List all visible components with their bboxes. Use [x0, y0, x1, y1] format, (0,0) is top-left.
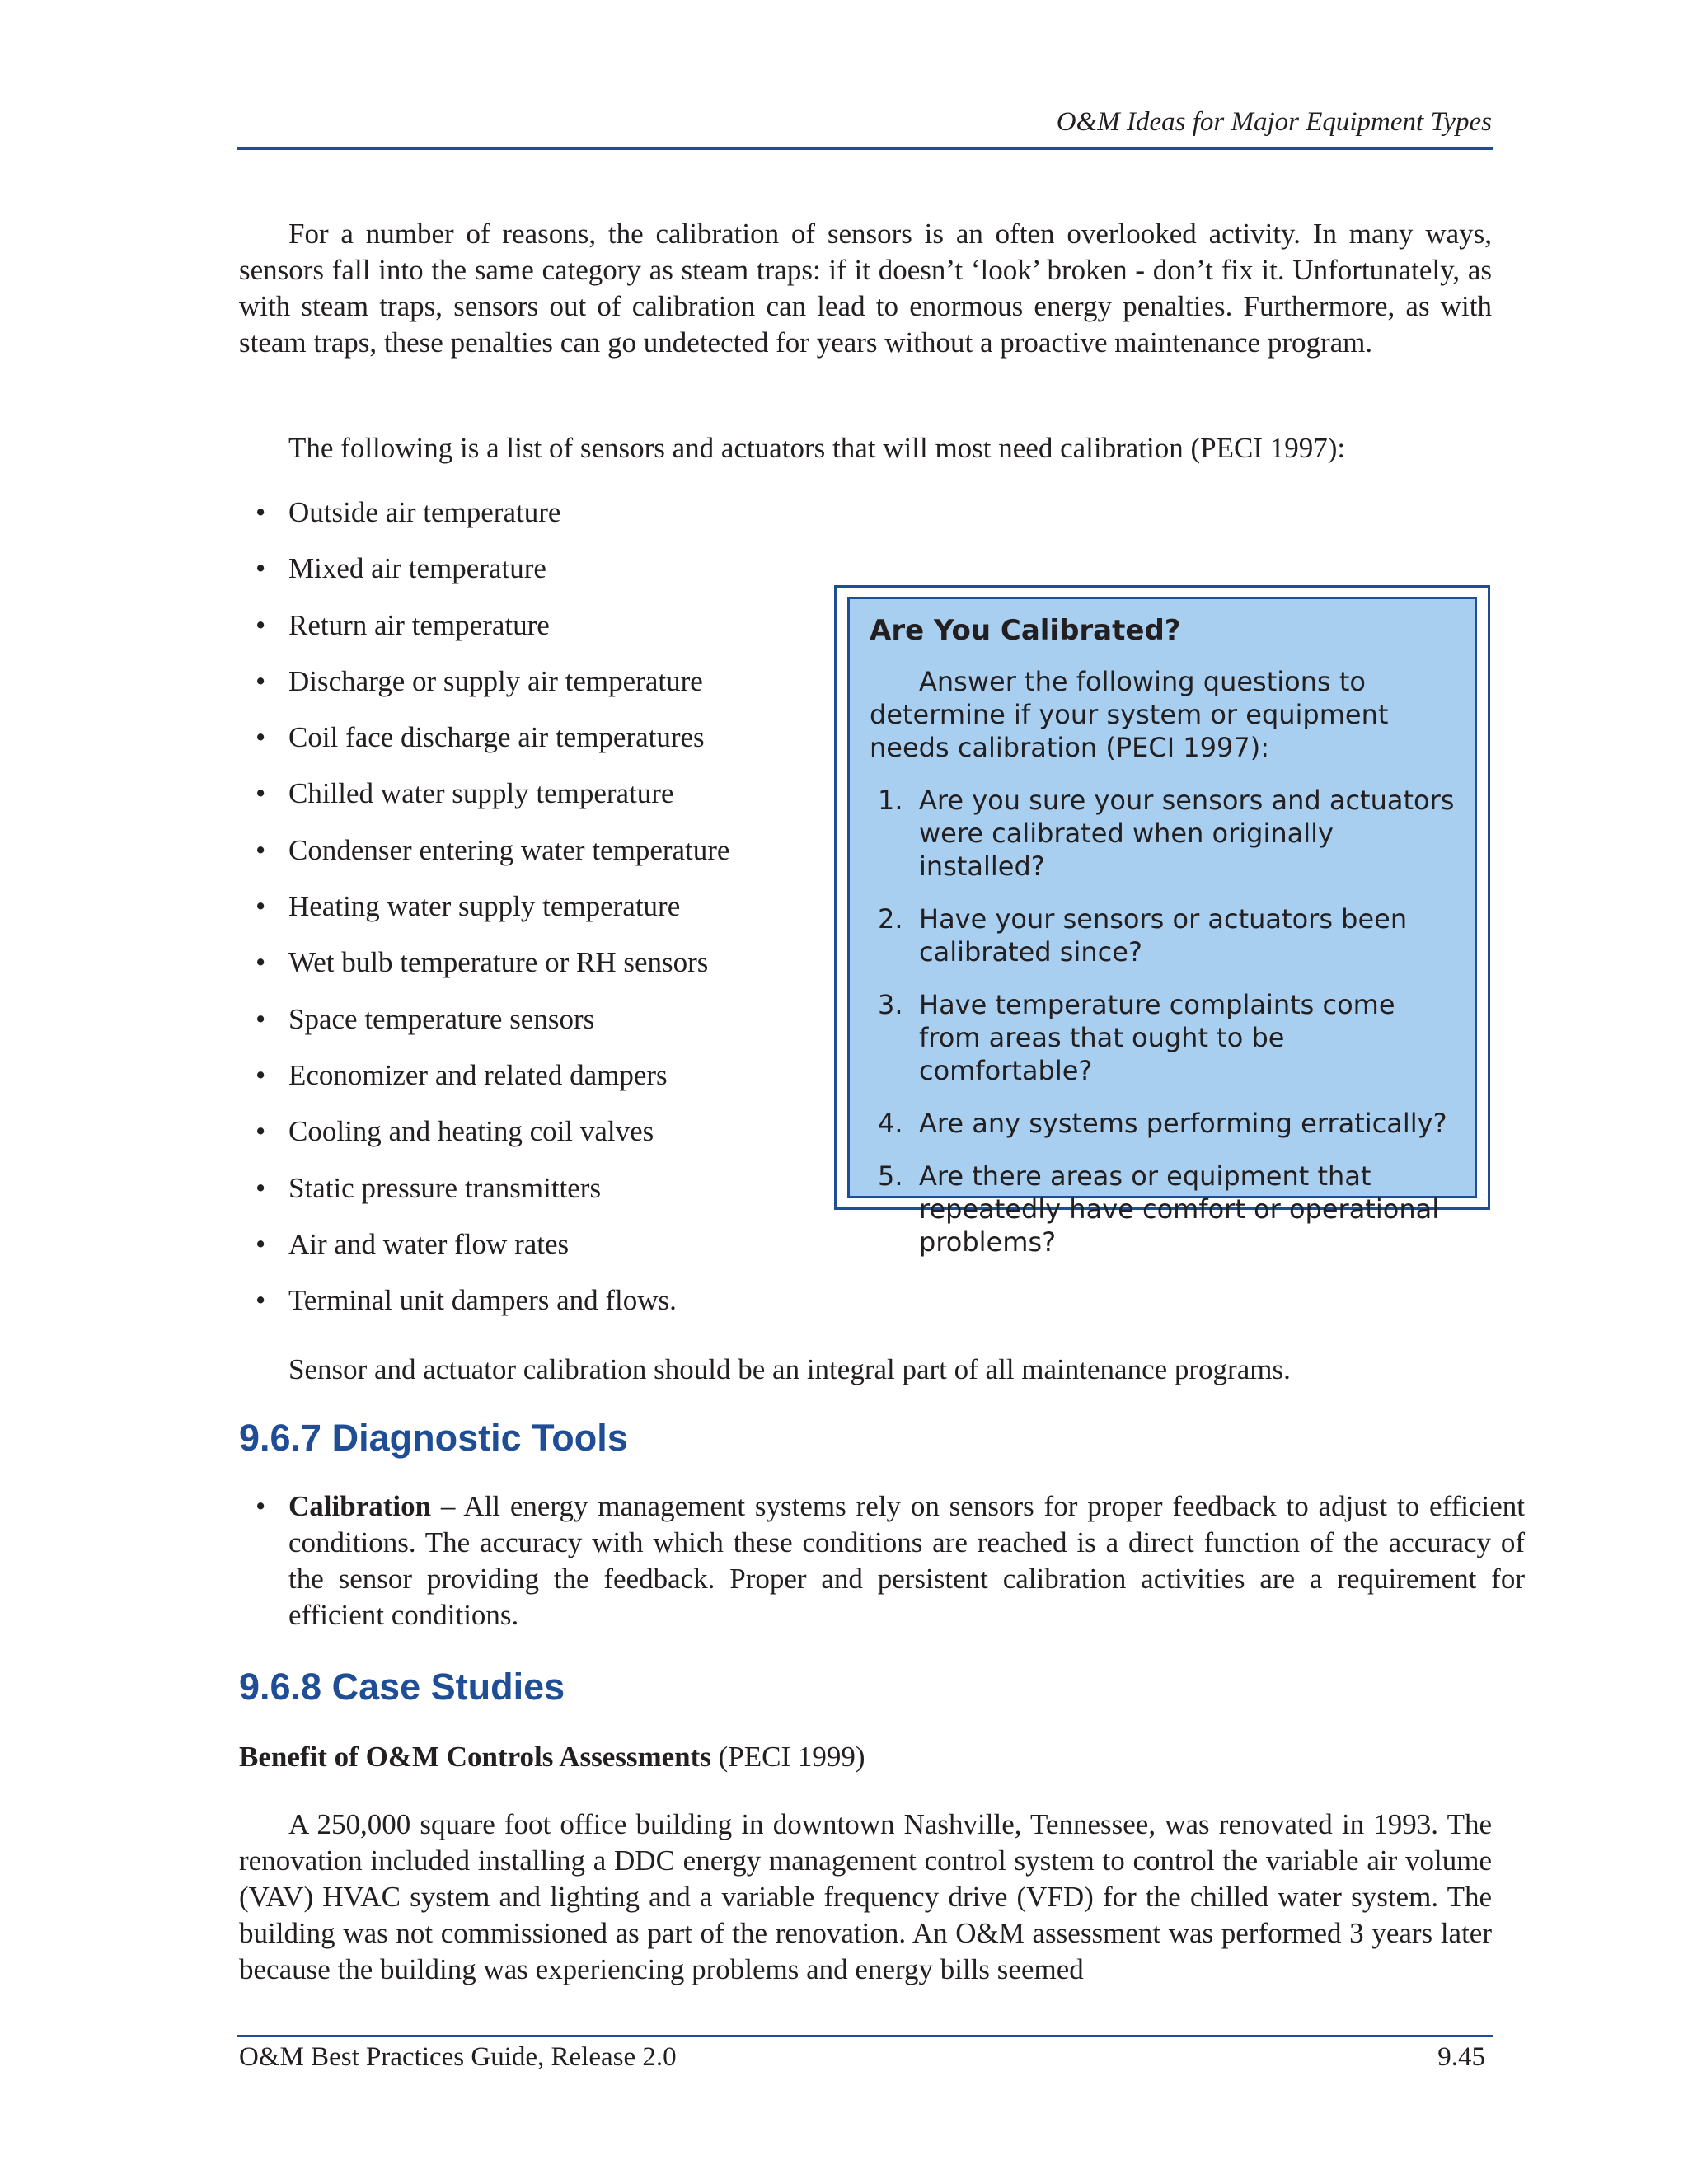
callout-question — [870, 1107, 1455, 1140]
list-item: • Air and water flow rates — [256, 1226, 849, 1282]
case-study-paragraph-text: A 250,000 square foot office building in downtown Nashville, Tennessee, was renovated in 1993. The renovation included installing a DDC energy management control system to control the variable air volume (VAV) HVAC system and lighting and a variable frequency drive (VFD) for the chilled water system. The building was not commissioned as part of the renovation. An O&M assessment was performed 3 years later because the building was experiencing problems and energy bills seemed — [239, 1808, 1492, 1985]
case-study-subtitle — [239, 1739, 865, 1775]
callout-intro: Answer the following questions to determine if your system or equipment needs calibration (PECI 1997): — [870, 666, 1389, 763]
case-study-source: (PECI 1999) — [710, 1741, 865, 1773]
list-item: • Discharge or supply air temperature — [256, 663, 849, 719]
footer-guide-title: O&M Best Practices Guide, Release 2.0 — [239, 2042, 677, 2072]
question-number: 3. — [878, 989, 903, 1020]
question-text: Are you sure your sensors and actuators were calibrated when originally installed? — [919, 785, 1455, 882]
list-item: • Condenser entering water temperature — [256, 832, 849, 888]
calibration-bullet — [256, 1488, 1525, 1633]
callout-question — [870, 784, 1455, 883]
callout-question — [870, 1160, 1455, 1258]
header-rule — [237, 147, 1493, 150]
question-text: Have your sensors or actuators been calibrated since? — [919, 903, 1408, 968]
calibration-text: – All energy management systems rely on sensors for proper feedback to adjust to efficient conditions. The accuracy with which these conditions are reached is a direct function of the accuracy of the sensor providing the feedback. Proper and persistent calibration activities are a requirement for efficient conditions. — [288, 1490, 1525, 1631]
case-study-paragraph — [239, 1807, 1492, 1988]
list-item: • Space temperature sensors — [256, 1001, 849, 1057]
callout-question — [870, 988, 1455, 1087]
question-number: 2. — [878, 903, 903, 935]
question-number: 4. — [878, 1108, 903, 1139]
list-item: • Static pressure transmitters — [256, 1170, 849, 1226]
footer-rule — [237, 2035, 1493, 2037]
callout-questions — [870, 784, 1455, 1258]
list-item: • Mixed air temperature — [256, 551, 849, 607]
question-number: 1. — [878, 785, 903, 816]
intro-paragraph-1 — [239, 216, 1492, 361]
sensor-list — [256, 494, 849, 1338]
list-item: • Chilled water supply temperature — [256, 776, 849, 832]
callout-question — [870, 902, 1455, 968]
case-study-title: Benefit of O&M Controls Assessments — [239, 1741, 711, 1773]
section-heading-diagnostic-tools: 9.6.7 Diagnostic Tools — [239, 1417, 628, 1459]
calibration-callout-box — [847, 597, 1477, 1258]
question-number: 5. — [878, 1160, 903, 1192]
calibration-label: Calibration — [288, 1490, 432, 1522]
closing-sentence: Sensor and actuator calibration should be an integral part of all maintenance programs. — [288, 1353, 1291, 1385]
question-text: Are any systems performing erratically? — [919, 1108, 1447, 1139]
intro-paragraph-2-text: The following is a list of sensors and actuators that will most need calibration (PECI 1997): — [288, 432, 1346, 464]
running-header: O&M Ideas for Major Equipment Types — [1056, 107, 1492, 137]
list-item: • Terminal unit dampers and flows. — [256, 1282, 849, 1338]
question-text: Are there areas or equipment that repeatedly have comfort or operational problems? — [919, 1160, 1440, 1258]
list-item: • Cooling and heating coil valves — [256, 1113, 849, 1169]
list-item: • Outside air temperature — [256, 494, 849, 551]
page-number: 9.45 — [1437, 2042, 1485, 2072]
list-item: • Return air temperature — [256, 607, 849, 663]
callout-title: Are You Calibrated? — [870, 614, 1181, 647]
list-item: • Economizer and related dampers — [256, 1057, 849, 1113]
intro-paragraph-1-text: For a number of reasons, the calibration of sensors is an often overlooked activity. In many ways, sensors fall into the same category as steam traps: if it doesn’t ‘look’ broken - don’t fix it. Unfortunately, as with steam traps, sensors out of calibration can lead to enormous energy penalties. Furthermore, as with steam traps, these penalties can go undetected for years without a proactive maintenance program. — [239, 218, 1492, 359]
intro-paragraph-2 — [239, 430, 1492, 466]
list-item: • Heating water supply temperature — [256, 888, 849, 944]
list-item: • Wet bulb temperature or RH sensors — [256, 944, 849, 1001]
question-text: Have temperature complaints come from areas that ought to be comfortable? — [919, 989, 1395, 1086]
list-item: • Coil face discharge air temperatures — [256, 719, 849, 776]
section-heading-case-studies: 9.6.8 Case Studies — [239, 1666, 565, 1708]
